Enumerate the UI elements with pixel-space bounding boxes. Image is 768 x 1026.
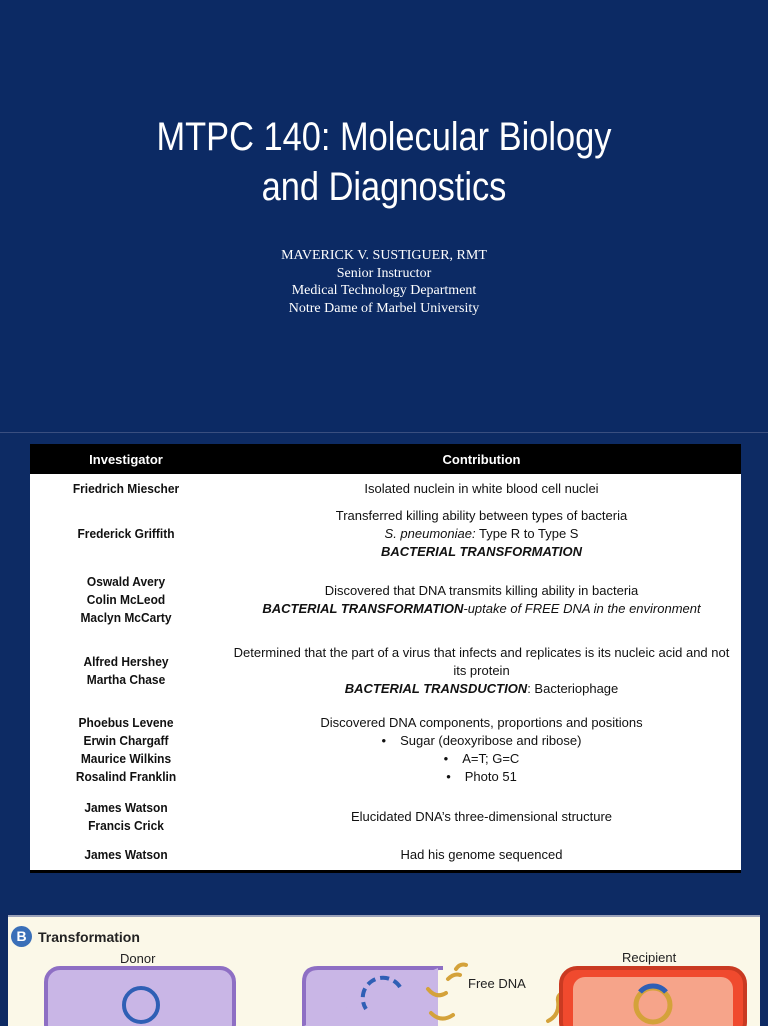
- investigator-cell: [38, 841, 215, 871]
- investigator-name: Maclyn McCarty: [80, 610, 172, 625]
- investigator-cell: [38, 793, 215, 841]
- investigator-cell: [38, 474, 215, 503]
- dna-fragment: [448, 975, 460, 980]
- contribution-cell: [222, 706, 741, 793]
- investigator-name: Oswald Avery: [86, 574, 166, 589]
- contribution-text: Transferred killing ability between types of bacteria: [335, 507, 628, 523]
- contribution-cell: [222, 503, 741, 564]
- contribution-text: Elucidated DNA’s three-dimensional structure: [350, 809, 613, 824]
- donor-label: Donor: [120, 951, 156, 966]
- contribution-text-2: [228, 680, 735, 698]
- contribution-highlight: BACTERIAL TRANSFORMATION: [262, 601, 464, 616]
- bullet-item: • Photo 51: [228, 768, 735, 786]
- table-header-row: [30, 444, 741, 474]
- free-dna-label: Free DNA: [468, 976, 526, 991]
- contribution-text: Discovered DNA components, proportions and positions: [320, 714, 643, 730]
- header-contribution: Contribution: [222, 444, 741, 474]
- author-university: Notre Dame of Marbel University: [288, 300, 480, 316]
- table-row: [30, 706, 741, 793]
- table-row: [30, 636, 741, 706]
- bullet-item: • Sugar (deoxyribose and ribose): [228, 732, 735, 750]
- recipient-label: Recipient: [622, 950, 677, 965]
- investigator-cell: [38, 706, 215, 793]
- table-slide: [0, 433, 768, 913]
- contribution-text-2-rest: -uptake of FREE DNA in the environment: [463, 601, 701, 616]
- contribution-cell: [222, 564, 741, 636]
- contribution-cell: [222, 793, 741, 841]
- donor-cell: [46, 968, 234, 1026]
- title-line-1: MTPC 140: Molecular Biology: [156, 115, 612, 159]
- investigator-name: James Watson: [84, 800, 168, 815]
- table-row: [30, 564, 741, 636]
- investigator-cell: [38, 503, 215, 564]
- investigator-name: Maurice Wilkins: [80, 750, 172, 766]
- transformation-slide: [8, 915, 760, 1026]
- investigator-name: Rosalind Franklin: [75, 768, 177, 784]
- investigator-name: Alfred Hershey: [83, 654, 169, 669]
- contribution-cell: [222, 474, 741, 503]
- section-badge: B: [11, 926, 32, 947]
- author-block: [0, 247, 768, 317]
- contribution-cell: [222, 841, 741, 871]
- author-position: Senior Instructor: [336, 265, 432, 281]
- author-name: MAVERICK V. SUSTIGUER, RMT: [281, 248, 487, 263]
- investigator-name: Francis Crick: [88, 818, 164, 833]
- dna-fragment: [431, 1013, 453, 1019]
- investigator-name: James Watson: [84, 847, 168, 863]
- contribution-text-2-rest: Type R to Type S: [475, 525, 579, 541]
- header-investigator: Investigator: [30, 444, 222, 474]
- contribution-text: Determined that the part of a virus that infects and replicates is its nucleic acid and not its protein: [233, 645, 730, 678]
- contribution-text-2: [228, 525, 735, 543]
- investigator-name: Friedrich Miescher: [72, 480, 180, 496]
- contribution-highlight: BACTERIAL TRANSDUCTION: [344, 681, 528, 696]
- contribution-cell: [222, 636, 741, 706]
- table-row: [30, 841, 741, 871]
- table-row: [30, 503, 741, 564]
- investigator-name: Frederick Griffith: [77, 525, 175, 541]
- species-name: S. pneumoniae:: [384, 525, 476, 541]
- investigator-name: Phoebus Levene: [78, 714, 174, 730]
- contribution-text: Had his genome sequenced: [400, 847, 563, 863]
- dna-fragment: [456, 965, 466, 970]
- contribution-text: Discovered that DNA transmits killing ability in bacteria: [324, 583, 639, 598]
- bullet-item: • A=T; G=C: [228, 750, 735, 768]
- contribution-text: Isolated nuclein in white blood cell nuclei: [364, 480, 599, 496]
- title-slide: [0, 0, 768, 433]
- table-row: [30, 793, 741, 841]
- table-row: [30, 474, 741, 503]
- contribution-text-2-rest: : Bacteriophage: [527, 681, 619, 696]
- investigator-name: Colin McLeod: [86, 592, 166, 607]
- title-line-2: and Diagnostics: [261, 165, 507, 209]
- contribution-highlight: BACTERIAL TRANSFORMATION: [380, 543, 582, 559]
- investigator-name: Martha Chase: [86, 672, 166, 687]
- diagram-title: Transformation: [38, 929, 140, 945]
- author-department: Medical Technology Department: [291, 283, 477, 298]
- investigator-table: [30, 444, 741, 873]
- slide-title: [54, 112, 714, 212]
- investigator-cell: [38, 636, 215, 706]
- investigator-cell: [38, 564, 215, 636]
- investigator-name: Erwin Chargaff: [83, 732, 169, 748]
- transformation-diagram: [8, 917, 760, 1026]
- contribution-text-2: [228, 600, 735, 618]
